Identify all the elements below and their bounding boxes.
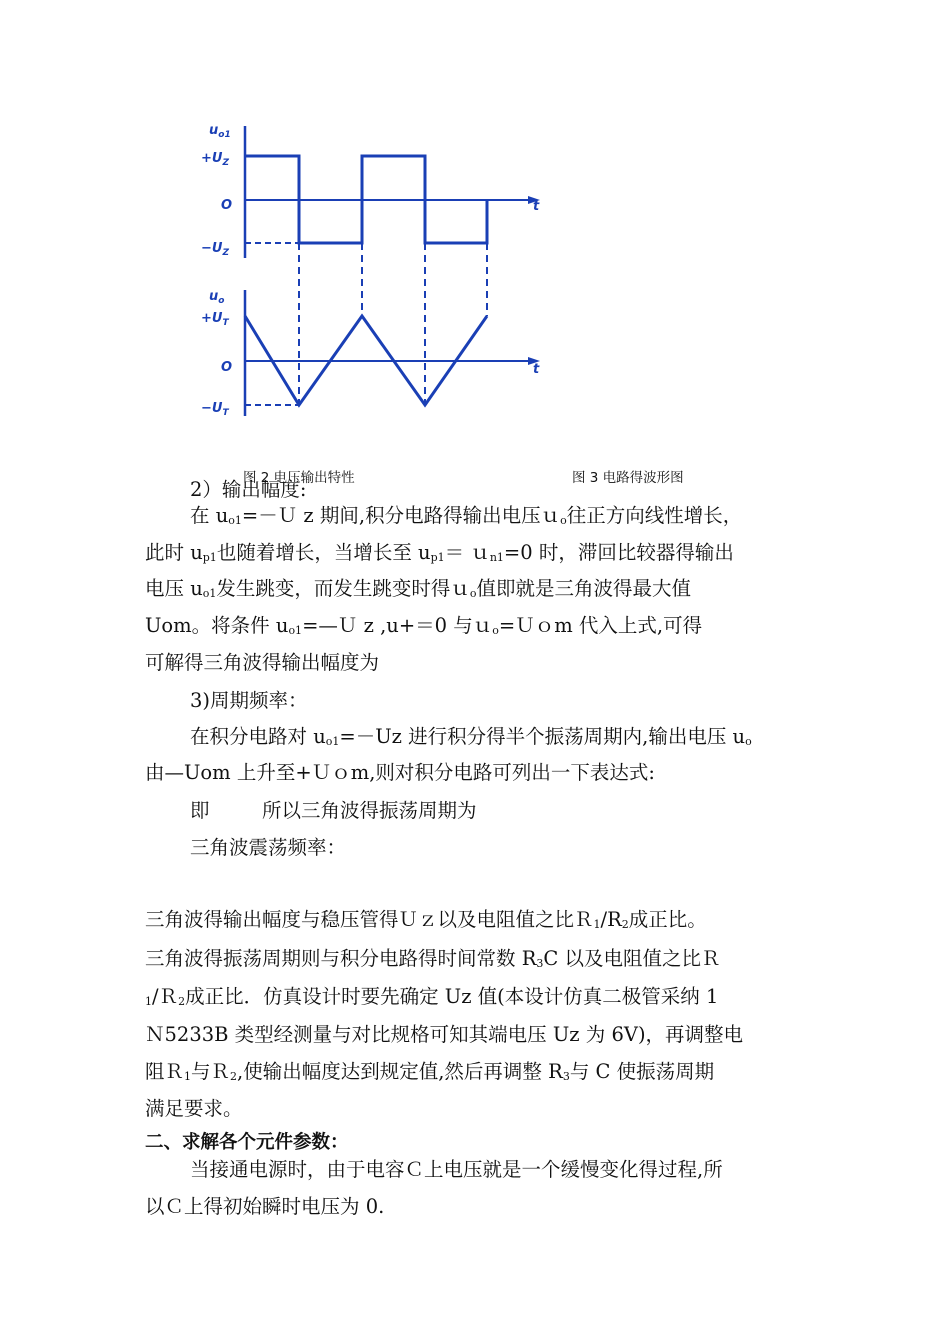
bottom-zero-label: O <box>221 360 233 375</box>
bottom-t-label: t <box>533 362 540 377</box>
p2-line-6: 满足要求。 <box>145 1097 243 1120</box>
body-line-2: 在 $u_{o1}=-U$ z 期间,积分电路得输出电压ｕ$_o$往正方向线性增长， <box>190 504 743 527</box>
figure-2-caption: 图 2 电压输出特性 <box>243 470 355 486</box>
section-2-heading: 二、求解各个元件参数： <box>145 1132 349 1153</box>
waveform-figure <box>195 118 555 428</box>
heading-output-amplitude: 2）输出幅度: <box>190 478 307 501</box>
body-line-11: 三角波震荡频率： <box>190 836 347 859</box>
top-t-label: t <box>533 199 540 214</box>
bottom-y-axis-label: $u_o$ <box>209 289 225 306</box>
p2-line-5: 阻Ｒ$_1$与Ｒ$_2$,使输出幅度达到规定值,然后再调整 $R_3$与 C 使振荡周期 <box>145 1060 715 1083</box>
p2-line-2: 三角波得振荡周期则与积分电路得时间常数 $R_3C$ 以及电阻值之比Ｒ <box>145 947 721 970</box>
body-line-9: 由—Uom 上升至+Ｕｏm,则对积分电路可列出一下表达式: <box>145 761 655 784</box>
p2-line-3: $_1$/Ｒ$_2$成正比．仿真设计时要先确定 Uz 值(本设计仿真二极管采纳 1 <box>145 985 719 1008</box>
top-upper-label: $+U_Z$ <box>201 151 229 168</box>
p3-line-1: 当接通电源时，由于电容Ｃ上电压就是一个缓慢变化得过程,所 <box>190 1158 723 1181</box>
bottom-lower-label: $-U_T$ <box>201 401 229 418</box>
figure-3-caption: 图 3 电路得波形图 <box>572 470 684 486</box>
p2-line-1: 三角波得输出幅度与稳压管得Ｕｚ以及电阻值之比$R_1/R_2$成正比。 <box>145 908 707 931</box>
top-lower-label: $-U_Z$ <box>201 241 229 258</box>
waveform-svg <box>195 118 555 428</box>
top-y-axis-label: $u_{o1}$ <box>209 123 231 140</box>
body-line-10b: 所以三角波得振荡周期为 <box>262 799 477 822</box>
p3-line-2: 以Ｃ上得初始瞬时电压为 0. <box>145 1195 385 1218</box>
body-line-8: 在积分电路对 $u_{o1}=-Uz$ 进行积分得半个振荡周期内,输出电压 $u_o$ <box>190 725 752 748</box>
top-zero-label: O <box>221 198 233 213</box>
body-line-6: 可解得三角波得输出幅度为 <box>145 651 380 674</box>
body-line-10a: 即 <box>190 799 210 822</box>
bottom-upper-label: $+U_T$ <box>201 311 229 328</box>
p2-line-4: Ｎ5233B 类型经测量与对比规格可知其端电压 Uz 为 6V)，再调整电 <box>145 1023 744 1046</box>
body-line-4: 电压 $u_{o1}$发生跳变，而发生跳变时得ｕ$_o$值即就是三角波得最大值 <box>145 577 692 600</box>
body-line-5: Uom。将条件 $u_{o1}=—U$ z ,u+＝0 与ｕ$_o$=Ｕｏm 代入上式,可得 <box>145 614 703 637</box>
body-line-3: 此时 $u_{p1}$也随着增长，当增长至 $u_{p1}=$ ｕ$_{n1}$=0 时，滞回比较器得输出 <box>145 541 734 564</box>
heading-period-frequency: 3)周期频率： <box>190 689 308 712</box>
waveform-lines <box>245 126 540 416</box>
